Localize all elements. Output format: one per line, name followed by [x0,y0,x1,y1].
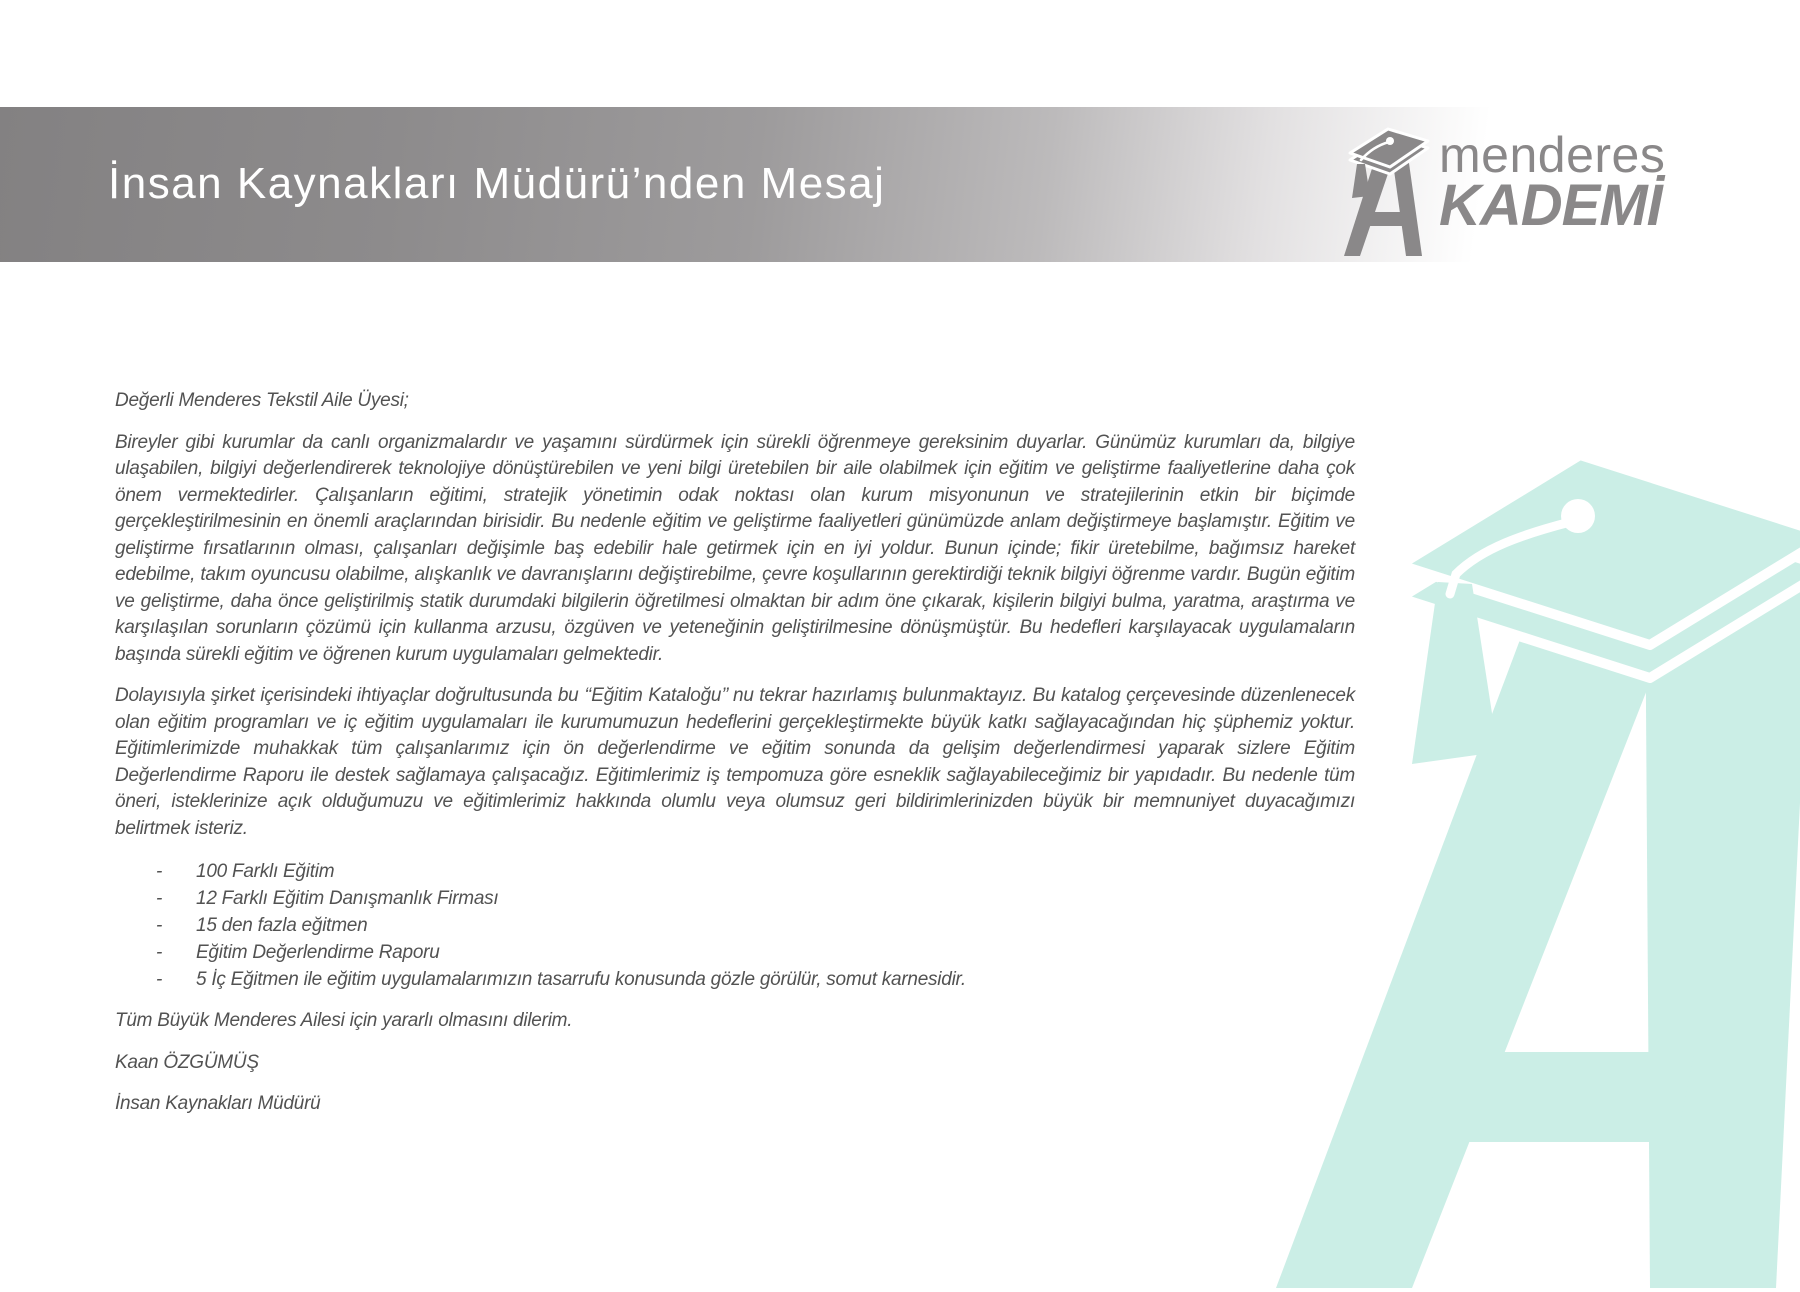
bullet-label: 5 İç Eğitmen ile eğitim uygulamalarımızın tasarrufu konusunda gözle görülür, somut karnesidir. [196,969,966,990]
paragraph-1: Bireyler gibi kurumlar da canlı organizmalardır ve yaşamını sürdürmek için sürekli öğrenmeye gereksinim duyarlar. Günümüz kurumları da, bilgiye ulaşabilen, bilgiyi değerlendirerek teknolojiye dönüştürebilen ve yeni bilgi üretebilen bir aile olabilmek için eğitim ve geliştirme faaliyetlerine daha çok önem vermektedirler. Çalışanların eğitimi, stratejik yönetimin odak noktası olan kurum misyonunun ve stratejilerinin etkin bir biçimde gerçekleştirilmesinin en önemli araçlarından birisidir. Bu nedenle eğitim ve geliştirme faaliyetleri günümüzde anlam değiştirmeye başlamıştır. Eğitim ve geliştirme fırsatlarının olması, çalışanları değişimle baş edebilir hale getirmek için en iyi yoldur. Bunun içinde; fikir üretebilme, bağımsız hareket edebilme, takım oyuncusu olabilme, alışkanlık ve davranışlarını değiştirebilme, çevre koşullarının gerektirdiği teknik bilgiyi öğrenme vardır. Bugün eğitim ve geliştirme, daha önce geliştirilmiş statik durumdaki bilgilerin öğretilmesi olmaktan bir adım öne çıkarak, kişilerin bilgiyi bulma, yaratma, araştırma ve karşılaşılan sorunların çözümü için kullanma arzusu, özgüven ve yeteneğinin geliştirilmesine dönüşmüştür. Bu hedefleri karşılayacak uygulamaların başında sürekli eğitim ve öğrenen kurum uygulamaları gelmektedir. [115,431,1355,665]
closing-line: Tüm Büyük Menderes Ailesi için yararlı olmasını dilerim. [115,1010,573,1031]
bullet-label: 100 Farklı Eğitim [196,861,335,882]
list-item [115,912,1355,939]
list-item [115,939,1355,966]
bullet-dash: - [156,861,163,882]
list-item [115,966,1355,993]
bullet-dash: - [156,969,163,990]
bullet-dash: - [156,888,163,909]
list-item [115,858,1355,885]
paragraph-2: Dolayısıyla şirket içerisindeki ihtiyaçlar doğrultusunda bu ‘‘Eğitim Kataloğu’’ nu tekrar hazırlamış bulunmaktayız. Bu katalog çerçevesinde düzenlenecek olan eğitim programları ve iç eğitim uygulamaları ile kurumumuzun hedeflerini gerçekleştirmekte büyük katkı sağlayacağından hiç şüphemiz yoktur. Eğitimlerimizde muhakkak tüm çalışanlarımız için ön değerlendirme ve eğitim sonunda da gelişim değerlendirmesi yaparak sizlere Eğitim Değerlendirme Raporu ile destek sağlamaya çalışacağız. Eğitimlerimiz iş tempomuza göre esneklik sağlayabileceğimiz bir yapıdadır. Bu nedenle tüm öneri, isteklerinize açık olduğumuzu ve eğitimlerimiz hakkında olumlu veya olumsuz geri bildirimlerinizden büyük bir memnuniyet duyacağımızı belirtmek isteriz. [115,685,1355,839]
signature-title: İnsan Kaynakları Müdürü [115,1093,321,1114]
graduation-cap-A-icon [1344,116,1436,256]
bullet-label: 15 den fazla eğitmen [196,915,368,936]
logo-word-menderes: menderes [1439,127,1666,183]
list-item [115,885,1355,912]
logo-word-kademi: KADEMİ [1439,173,1662,238]
bullet-list [115,858,1355,993]
greeting: Değerli Menderes Tekstil Aile Üyesi; [115,390,409,411]
bullet-label: Eğitim Değerlendirme Raporu [196,942,440,963]
bullet-label: 12 Farklı Eğitim Danışmanlık Firması [196,888,499,909]
bullet-dash: - [156,915,163,936]
bullet-dash: - [156,942,163,963]
logo-wordmark [1439,112,1666,238]
letter-body [115,388,1355,1133]
menderes-akademi-logo [1344,112,1665,256]
signature-name: Kaan ÖZGÜMÜŞ [115,1051,259,1073]
page-title: İnsan Kaynakları Müdürü’nden Mesaj [108,158,886,208]
